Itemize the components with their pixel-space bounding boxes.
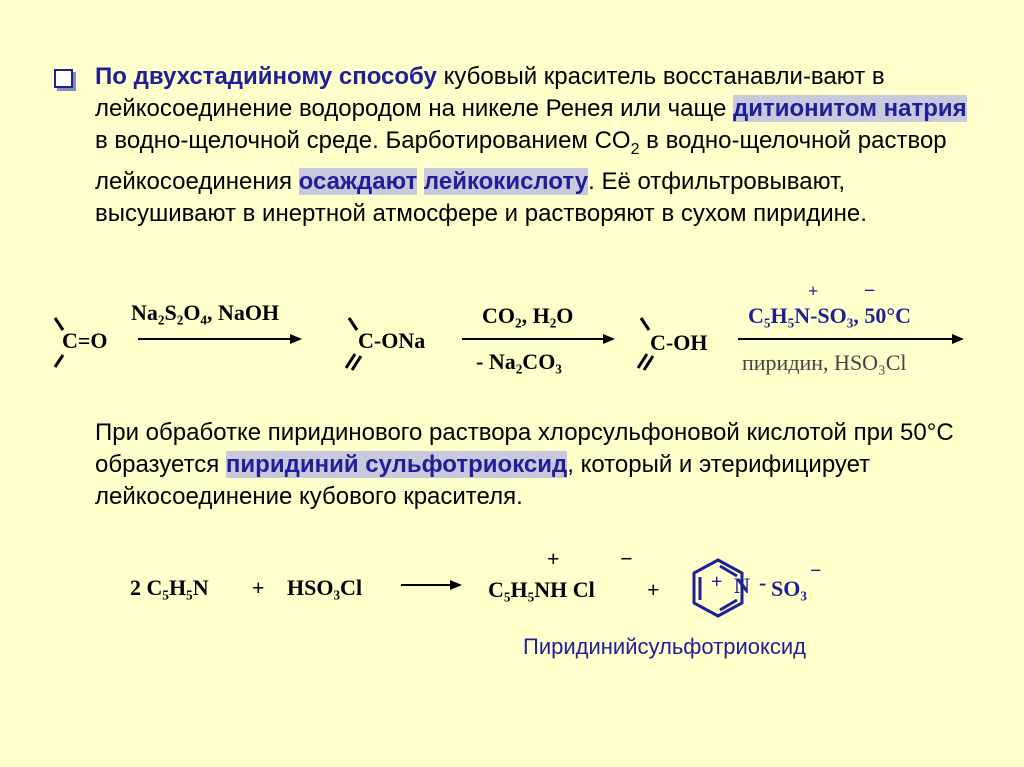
ring-plus: +: [711, 571, 723, 593]
term-leuco-acid: лейкокислоту: [423, 167, 589, 195]
term-pyridinium-sulfotrioxide: пиридиний сульфотриоксид: [225, 451, 568, 478]
enolate-cona: C-ONa: [358, 328, 426, 353]
product-pyridinium-chloride: C₅H₅NH Cl: [488, 577, 595, 602]
charge-minus: −: [620, 546, 633, 571]
charge-plus: +: [808, 281, 819, 301]
reactant-pyridine: 2 C₅H₅N: [130, 575, 209, 600]
caption-pyridinium-sulfotrioxide: Пиридинийсульфотриоксид: [523, 634, 806, 659]
term-precipitate: осаждают: [298, 167, 418, 195]
reagent-pyridine-hso3cl: пиридин, HSO₃Cl: [742, 350, 907, 375]
plus-sign: +: [252, 575, 265, 600]
paragraph-two-stage-method: По двухстадийному способу кубовый краситель восстанавли-вают в лейкосоединение водородом на никеле Ренея или чаще дитионитом натрия в водно-щелочной среде. Барботированием $CO_2$ в водно-щелочной раствор лейкосоединения осаждают лейкокислоту. Её отфильтровывают, высушивают в инертной атмосфере и растворяют в сухом пиридине.: [95, 63, 967, 227]
term-two-stage: По двухстадийному способу: [95, 63, 437, 90]
plus-sign: +: [647, 577, 660, 602]
term-dithionite: дитионитом натрия: [733, 95, 967, 122]
ketone-co: C=O: [62, 328, 108, 353]
reactant-hso3cl: HSO₃Cl: [287, 575, 363, 600]
sulfotrioxide-so3: SO₃: [771, 576, 807, 601]
reagent-pyridine-so3: C₅H₅N-SO₃, 50°C: [748, 303, 912, 328]
paragraph-chlorosulfonic: При обработке пиридинового раствора хлорсульфоновой кислотой при 50°С образуется пиридиний сульфотриоксид, который и этерифицирует лейкосоединение кубового красителя.: [95, 419, 954, 510]
pyridinium-n: N: [734, 573, 750, 598]
reagent-co2-water: CO₂, H₂O: [482, 303, 574, 328]
charge-plus: +: [547, 546, 560, 571]
reagent-dithionite: Na₂S₂O₄, NaOH: [131, 300, 280, 325]
byproduct-na2co3: - Na₂CO₃: [476, 349, 562, 374]
enol-coh: C-OH: [650, 330, 708, 355]
charge-minus: −: [864, 280, 876, 302]
